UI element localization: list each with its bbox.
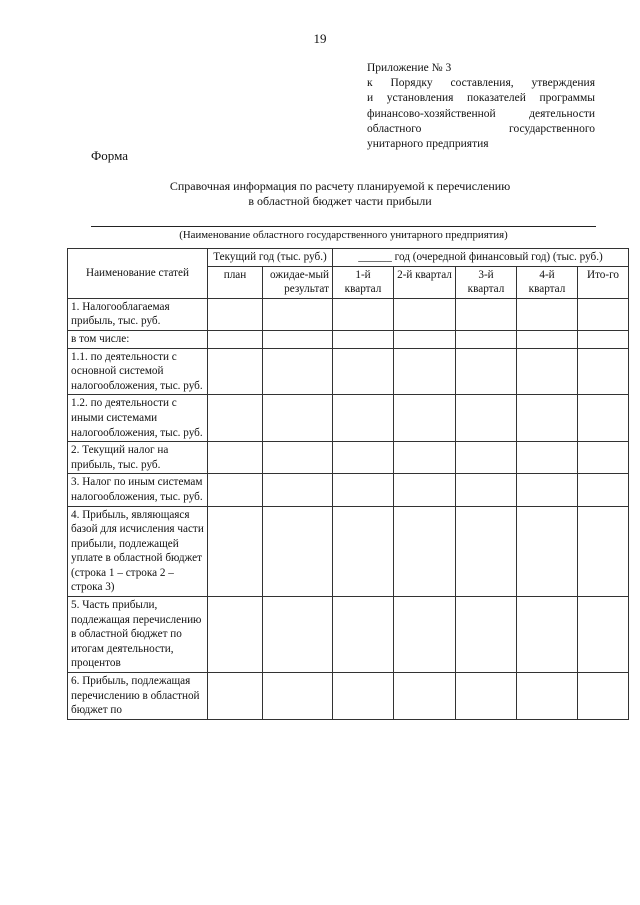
table-cell[interactable] bbox=[208, 673, 263, 720]
header-quarter-2: 2-й квартал bbox=[394, 266, 456, 298]
header-quarter-3: 3-й квартал bbox=[456, 266, 517, 298]
row-label: 2. Текущий налог на прибыль, тыс. руб. bbox=[68, 442, 208, 474]
table-cell[interactable] bbox=[263, 395, 333, 442]
row-label: 6. Прибыль, подлежащая перечислению в областной бюджет по bbox=[68, 673, 208, 720]
appendix-block bbox=[367, 61, 595, 152]
table-cell[interactable] bbox=[333, 298, 394, 330]
row-label: 3. Налог по иным системам налогообложения, тыс. руб. bbox=[68, 474, 208, 506]
table-cell[interactable] bbox=[394, 348, 456, 395]
document-title-line: Справочная информация по расчету планируемой к перечислению bbox=[169, 179, 511, 193]
table-cell[interactable] bbox=[333, 395, 394, 442]
appendix-line: унитарного предприятия bbox=[367, 138, 489, 151]
table-cell[interactable] bbox=[208, 348, 263, 395]
header-current-year: Текущий год (тыс. руб.) bbox=[208, 249, 333, 267]
table-cell[interactable] bbox=[578, 597, 629, 673]
header-quarter-4: 4-й квартал bbox=[517, 266, 578, 298]
table-cell[interactable] bbox=[394, 298, 456, 330]
header-plan: план bbox=[208, 266, 263, 298]
table-cell[interactable] bbox=[263, 442, 333, 474]
table-cell[interactable] bbox=[263, 298, 333, 330]
table-cell[interactable] bbox=[517, 395, 578, 442]
table-row bbox=[68, 673, 629, 720]
table-cell[interactable] bbox=[517, 597, 578, 673]
appendix-line: и установления показателей программы bbox=[367, 92, 595, 105]
table-cell[interactable] bbox=[263, 673, 333, 720]
table-cell[interactable] bbox=[208, 298, 263, 330]
table-cell[interactable] bbox=[456, 348, 517, 395]
table-cell[interactable] bbox=[456, 442, 517, 474]
table-cell[interactable] bbox=[208, 395, 263, 442]
table-cell[interactable] bbox=[517, 330, 578, 348]
organization-name-line bbox=[91, 226, 596, 227]
row-label: 1. Налогооблагаемая прибыль, тыс. руб. bbox=[68, 298, 208, 330]
table-row bbox=[68, 506, 629, 597]
header-next-year: ______ год (очередной финансовый год) (тыс. руб.) bbox=[333, 249, 629, 267]
document-title bbox=[0, 179, 640, 209]
table-cell[interactable] bbox=[333, 506, 394, 597]
page-number: 19 bbox=[313, 31, 327, 46]
table-cell[interactable] bbox=[456, 474, 517, 506]
document-title-line: в областной бюджет части прибыли bbox=[248, 194, 432, 208]
table-cell[interactable] bbox=[333, 474, 394, 506]
row-label: 5. Часть прибыли, подлежащая перечислению в областной бюджет по итогам деятельности, процентов bbox=[68, 597, 208, 673]
table-cell[interactable] bbox=[333, 330, 394, 348]
table-cell[interactable] bbox=[517, 298, 578, 330]
table-cell[interactable] bbox=[578, 474, 629, 506]
table-cell[interactable] bbox=[394, 673, 456, 720]
table-cell[interactable] bbox=[208, 330, 263, 348]
table-row bbox=[68, 348, 629, 395]
form-label: Форма bbox=[91, 148, 128, 163]
table-cell[interactable] bbox=[578, 348, 629, 395]
table-row bbox=[68, 442, 629, 474]
table-cell[interactable] bbox=[517, 442, 578, 474]
table-row bbox=[68, 298, 629, 330]
table-cell[interactable] bbox=[456, 298, 517, 330]
table-cell[interactable] bbox=[456, 673, 517, 720]
header-item-name: Наименование статей bbox=[68, 249, 208, 299]
table-row bbox=[68, 597, 629, 673]
table-cell[interactable] bbox=[394, 395, 456, 442]
table-cell[interactable] bbox=[578, 395, 629, 442]
table-cell[interactable] bbox=[333, 597, 394, 673]
organization-caption: (Наименование областного государственного унитарного предприятия) bbox=[179, 229, 508, 241]
table-cell[interactable] bbox=[517, 506, 578, 597]
table-cell[interactable] bbox=[456, 330, 517, 348]
table-cell[interactable] bbox=[578, 673, 629, 720]
table-cell[interactable] bbox=[517, 348, 578, 395]
table-cell[interactable] bbox=[208, 442, 263, 474]
appendix-line: Приложение № 3 bbox=[367, 62, 452, 74]
row-label: 1.1. по деятельности с основной системой налогообложения, тыс. руб. bbox=[68, 348, 208, 395]
table-cell[interactable] bbox=[456, 597, 517, 673]
report-table bbox=[67, 248, 629, 720]
table-cell[interactable] bbox=[263, 348, 333, 395]
table-cell[interactable] bbox=[578, 442, 629, 474]
table-cell[interactable] bbox=[263, 506, 333, 597]
row-label: 1.2. по деятельности с иными системами налогообложения, тыс. руб. bbox=[68, 395, 208, 442]
table-cell[interactable] bbox=[263, 330, 333, 348]
table-cell[interactable] bbox=[208, 506, 263, 597]
table-cell[interactable] bbox=[263, 597, 333, 673]
table-cell[interactable] bbox=[333, 673, 394, 720]
table-cell[interactable] bbox=[456, 395, 517, 442]
table-cell[interactable] bbox=[208, 474, 263, 506]
table-cell[interactable] bbox=[578, 506, 629, 597]
table-cell[interactable] bbox=[394, 506, 456, 597]
header-expected-result: ожидае-мый результат bbox=[263, 266, 333, 298]
table-row bbox=[68, 330, 629, 348]
table-row bbox=[68, 474, 629, 506]
table-cell[interactable] bbox=[333, 348, 394, 395]
header-quarter-1: 1-й квартал bbox=[333, 266, 394, 298]
appendix-line: к Порядку составления, утверждения bbox=[367, 77, 595, 90]
table-cell[interactable] bbox=[394, 597, 456, 673]
row-label: в том числе: bbox=[68, 330, 208, 348]
table-cell[interactable] bbox=[394, 442, 456, 474]
row-label: 4. Прибыль, являющаяся базой для исчисления части прибыли, подлежащей уплате в областной бюджет (строка 1 – строка 2 – строка 3) bbox=[68, 506, 208, 597]
table-cell[interactable] bbox=[456, 506, 517, 597]
appendix-line: областного государственного bbox=[367, 122, 595, 135]
table-row bbox=[68, 395, 629, 442]
table-cell[interactable] bbox=[394, 474, 456, 506]
table-cell[interactable] bbox=[578, 330, 629, 348]
table-cell[interactable] bbox=[394, 330, 456, 348]
table-header-row bbox=[68, 249, 629, 267]
table-cell[interactable] bbox=[578, 298, 629, 330]
header-total: Ито-го bbox=[578, 266, 629, 298]
table-cell[interactable] bbox=[517, 474, 578, 506]
table-cell[interactable] bbox=[517, 673, 578, 720]
table-cell[interactable] bbox=[208, 597, 263, 673]
table-cell[interactable] bbox=[333, 442, 394, 474]
appendix-line: финансово-хозяйственной деятельности bbox=[367, 107, 595, 120]
table-cell[interactable] bbox=[263, 474, 333, 506]
